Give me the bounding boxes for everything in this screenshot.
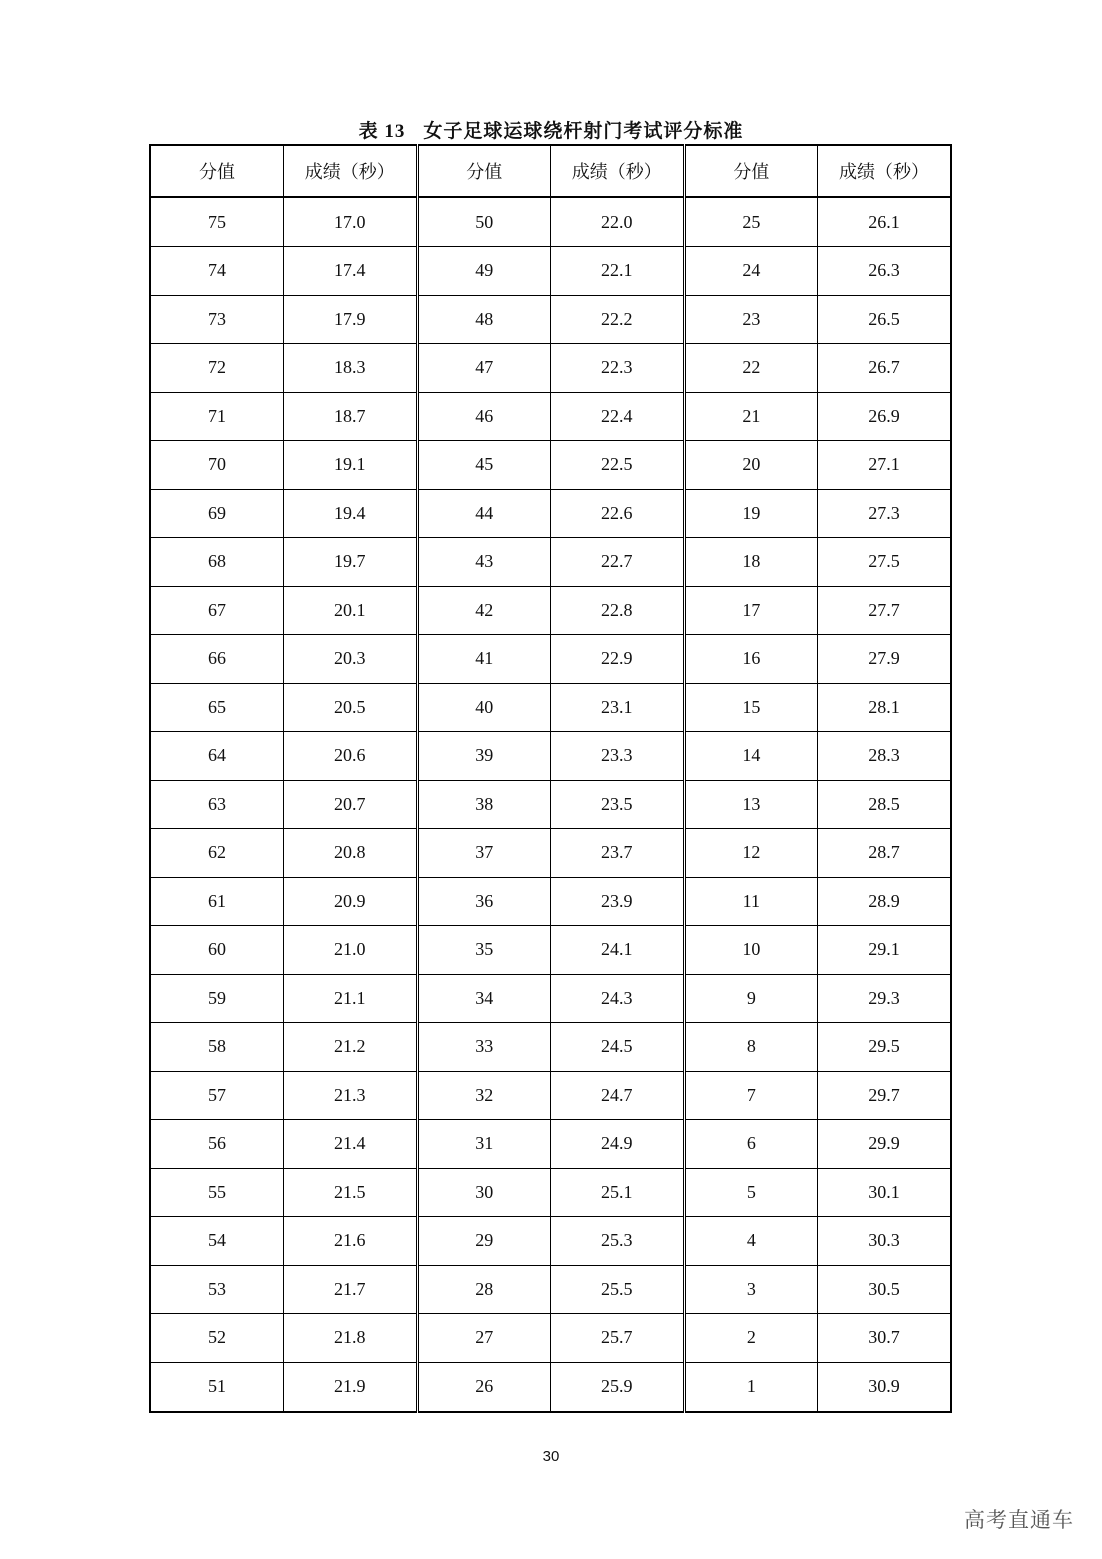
cell-result-1: 21.5 — [284, 1168, 418, 1217]
cell-score-2: 27 — [417, 1314, 551, 1363]
cell-result-2: 22.9 — [551, 635, 685, 684]
cell-result-1: 21.3 — [284, 1071, 418, 1120]
cell-score-2: 45 — [417, 441, 551, 490]
cell-result-2: 22.1 — [551, 247, 685, 296]
cell-result-1: 20.7 — [284, 780, 418, 829]
cell-score-3: 4 — [684, 1217, 818, 1266]
cell-score-1: 73 — [150, 295, 284, 344]
cell-result-3: 30.3 — [818, 1217, 951, 1266]
cell-result-1: 21.8 — [284, 1314, 418, 1363]
cell-score-3: 2 — [684, 1314, 818, 1363]
cell-result-2: 22.7 — [551, 538, 685, 587]
cell-result-3: 26.7 — [818, 344, 951, 393]
cell-result-1: 20.8 — [284, 829, 418, 878]
cell-score-2: 37 — [417, 829, 551, 878]
cell-score-3: 19 — [684, 489, 818, 538]
cell-score-3: 16 — [684, 635, 818, 684]
cell-score-3: 6 — [684, 1120, 818, 1169]
cell-score-2: 48 — [417, 295, 551, 344]
cell-result-2: 22.2 — [551, 295, 685, 344]
cell-result-3: 30.1 — [818, 1168, 951, 1217]
table-row — [150, 586, 951, 635]
cell-result-2: 22.8 — [551, 586, 685, 635]
cell-score-2: 33 — [417, 1023, 551, 1072]
cell-score-2: 41 — [417, 635, 551, 684]
table-row — [150, 247, 951, 296]
cell-result-3: 29.9 — [818, 1120, 951, 1169]
cell-result-2: 23.7 — [551, 829, 685, 878]
header-result-3: 成绩（秒） — [818, 145, 951, 197]
cell-result-3: 26.1 — [818, 197, 951, 247]
cell-score-1: 55 — [150, 1168, 284, 1217]
table-row — [150, 1168, 951, 1217]
cell-result-3: 28.9 — [818, 877, 951, 926]
cell-score-1: 72 — [150, 344, 284, 393]
cell-result-2: 22.6 — [551, 489, 685, 538]
table-row — [150, 1217, 951, 1266]
cell-result-1: 21.2 — [284, 1023, 418, 1072]
cell-result-1: 17.0 — [284, 197, 418, 247]
cell-score-2: 47 — [417, 344, 551, 393]
table-row — [150, 780, 951, 829]
cell-score-1: 63 — [150, 780, 284, 829]
cell-result-1: 21.4 — [284, 1120, 418, 1169]
cell-result-1: 17.4 — [284, 247, 418, 296]
cell-result-1: 19.1 — [284, 441, 418, 490]
cell-score-1: 69 — [150, 489, 284, 538]
cell-result-1: 20.9 — [284, 877, 418, 926]
cell-score-1: 67 — [150, 586, 284, 635]
cell-score-2: 30 — [417, 1168, 551, 1217]
cell-result-2: 22.3 — [551, 344, 685, 393]
cell-score-2: 29 — [417, 1217, 551, 1266]
table-row — [150, 489, 951, 538]
page-number: 30 — [542, 1448, 560, 1465]
cell-result-1: 19.7 — [284, 538, 418, 587]
cell-score-3: 1 — [684, 1362, 818, 1412]
cell-result-1: 21.6 — [284, 1217, 418, 1266]
cell-score-1: 60 — [150, 926, 284, 975]
cell-score-3: 7 — [684, 1071, 818, 1120]
cell-result-3: 30.5 — [818, 1265, 951, 1314]
cell-result-1: 20.1 — [284, 586, 418, 635]
cell-result-3: 27.7 — [818, 586, 951, 635]
cell-result-3: 28.5 — [818, 780, 951, 829]
cell-score-3: 14 — [684, 732, 818, 781]
cell-score-3: 25 — [684, 197, 818, 247]
table-body — [150, 197, 951, 1412]
cell-score-2: 43 — [417, 538, 551, 587]
cell-score-1: 74 — [150, 247, 284, 296]
table-row — [150, 829, 951, 878]
table-row — [150, 926, 951, 975]
cell-result-1: 18.7 — [284, 392, 418, 441]
cell-result-2: 23.9 — [551, 877, 685, 926]
cell-result-3: 29.3 — [818, 974, 951, 1023]
table-row — [150, 1362, 951, 1412]
cell-result-2: 24.5 — [551, 1023, 685, 1072]
cell-result-1: 20.3 — [284, 635, 418, 684]
cell-score-1: 64 — [150, 732, 284, 781]
cell-result-3: 26.9 — [818, 392, 951, 441]
cell-score-1: 65 — [150, 683, 284, 732]
table-row — [150, 392, 951, 441]
cell-result-1: 20.5 — [284, 683, 418, 732]
table-row — [150, 1265, 951, 1314]
cell-score-1: 75 — [150, 197, 284, 247]
cell-score-3: 11 — [684, 877, 818, 926]
cell-score-3: 20 — [684, 441, 818, 490]
cell-score-1: 54 — [150, 1217, 284, 1266]
table-row — [150, 295, 951, 344]
cell-result-2: 22.5 — [551, 441, 685, 490]
cell-score-1: 66 — [150, 635, 284, 684]
cell-result-2: 25.1 — [551, 1168, 685, 1217]
cell-result-3: 28.3 — [818, 732, 951, 781]
cell-result-2: 23.3 — [551, 732, 685, 781]
cell-result-3: 27.3 — [818, 489, 951, 538]
cell-score-1: 68 — [150, 538, 284, 587]
cell-result-3: 28.7 — [818, 829, 951, 878]
table-row — [150, 1314, 951, 1363]
cell-result-2: 24.9 — [551, 1120, 685, 1169]
table-row — [150, 441, 951, 490]
cell-result-3: 27.5 — [818, 538, 951, 587]
cell-score-2: 46 — [417, 392, 551, 441]
cell-result-1: 21.7 — [284, 1265, 418, 1314]
cell-score-1: 61 — [150, 877, 284, 926]
cell-result-2: 23.1 — [551, 683, 685, 732]
cell-score-1: 71 — [150, 392, 284, 441]
cell-result-2: 25.5 — [551, 1265, 685, 1314]
cell-score-2: 26 — [417, 1362, 551, 1412]
cell-score-2: 38 — [417, 780, 551, 829]
cell-score-3: 12 — [684, 829, 818, 878]
cell-result-1: 21.0 — [284, 926, 418, 975]
cell-result-1: 18.3 — [284, 344, 418, 393]
cell-result-3: 26.5 — [818, 295, 951, 344]
cell-score-3: 3 — [684, 1265, 818, 1314]
cell-result-2: 24.7 — [551, 1071, 685, 1120]
table-row — [150, 1071, 951, 1120]
cell-score-3: 17 — [684, 586, 818, 635]
cell-score-2: 50 — [417, 197, 551, 247]
cell-score-3: 13 — [684, 780, 818, 829]
cell-result-3: 29.5 — [818, 1023, 951, 1072]
cell-result-3: 28.1 — [818, 683, 951, 732]
table-title-label: 表 13 — [358, 121, 406, 142]
table-row — [150, 197, 951, 247]
table-row — [150, 1023, 951, 1072]
cell-score-2: 31 — [417, 1120, 551, 1169]
cell-score-2: 34 — [417, 974, 551, 1023]
table-row — [150, 344, 951, 393]
cell-result-2: 25.3 — [551, 1217, 685, 1266]
cell-result-3: 30.7 — [818, 1314, 951, 1363]
cell-score-3: 9 — [684, 974, 818, 1023]
cell-score-3: 22 — [684, 344, 818, 393]
cell-result-3: 26.3 — [818, 247, 951, 296]
cell-score-1: 59 — [150, 974, 284, 1023]
table-row — [150, 974, 951, 1023]
cell-result-3: 29.7 — [818, 1071, 951, 1120]
cell-score-1: 62 — [150, 829, 284, 878]
cell-score-2: 39 — [417, 732, 551, 781]
cell-score-3: 10 — [684, 926, 818, 975]
cell-score-1: 56 — [150, 1120, 284, 1169]
table-row — [150, 877, 951, 926]
cell-score-1: 57 — [150, 1071, 284, 1120]
header-score-1: 分值 — [150, 145, 284, 197]
cell-score-2: 28 — [417, 1265, 551, 1314]
header-result-2: 成绩（秒） — [551, 145, 685, 197]
cell-score-3: 8 — [684, 1023, 818, 1072]
cell-score-2: 35 — [417, 926, 551, 975]
cell-score-1: 51 — [150, 1362, 284, 1412]
cell-result-1: 21.9 — [284, 1362, 418, 1412]
cell-result-1: 21.1 — [284, 974, 418, 1023]
cell-score-3: 5 — [684, 1168, 818, 1217]
cell-result-2: 25.7 — [551, 1314, 685, 1363]
cell-score-1: 58 — [150, 1023, 284, 1072]
header-score-3: 分值 — [684, 145, 818, 197]
cell-score-3: 24 — [684, 247, 818, 296]
header-score-2: 分值 — [417, 145, 551, 197]
cell-result-3: 29.1 — [818, 926, 951, 975]
cell-score-2: 32 — [417, 1071, 551, 1120]
cell-result-3: 27.1 — [818, 441, 951, 490]
cell-score-2: 36 — [417, 877, 551, 926]
cell-result-2: 24.3 — [551, 974, 685, 1023]
cell-score-2: 44 — [417, 489, 551, 538]
cell-result-2: 23.5 — [551, 780, 685, 829]
table-title-text: 女子足球运球绕杆射门考试评分标准 — [423, 121, 744, 142]
cell-score-1: 52 — [150, 1314, 284, 1363]
table-row — [150, 635, 951, 684]
cell-score-3: 21 — [684, 392, 818, 441]
cell-result-1: 17.9 — [284, 295, 418, 344]
cell-result-2: 22.4 — [551, 392, 685, 441]
cell-score-1: 53 — [150, 1265, 284, 1314]
table-row — [150, 1120, 951, 1169]
cell-result-1: 20.6 — [284, 732, 418, 781]
table-title — [0, 116, 1102, 143]
table-row — [150, 732, 951, 781]
table-header-row — [150, 145, 951, 197]
table-row — [150, 538, 951, 587]
table-row — [150, 683, 951, 732]
cell-result-2: 25.9 — [551, 1362, 685, 1412]
cell-score-2: 49 — [417, 247, 551, 296]
cell-result-2: 24.1 — [551, 926, 685, 975]
cell-score-3: 15 — [684, 683, 818, 732]
cell-result-3: 27.9 — [818, 635, 951, 684]
cell-result-1: 19.4 — [284, 489, 418, 538]
cell-result-2: 22.0 — [551, 197, 685, 247]
cell-score-1: 70 — [150, 441, 284, 490]
cell-result-3: 30.9 — [818, 1362, 951, 1412]
cell-score-2: 42 — [417, 586, 551, 635]
header-result-1: 成绩（秒） — [284, 145, 418, 197]
cell-score-3: 18 — [684, 538, 818, 587]
watermark: 高考直通车 — [964, 1508, 1074, 1532]
cell-score-2: 40 — [417, 683, 551, 732]
scoring-table — [149, 144, 952, 1413]
cell-score-3: 23 — [684, 295, 818, 344]
